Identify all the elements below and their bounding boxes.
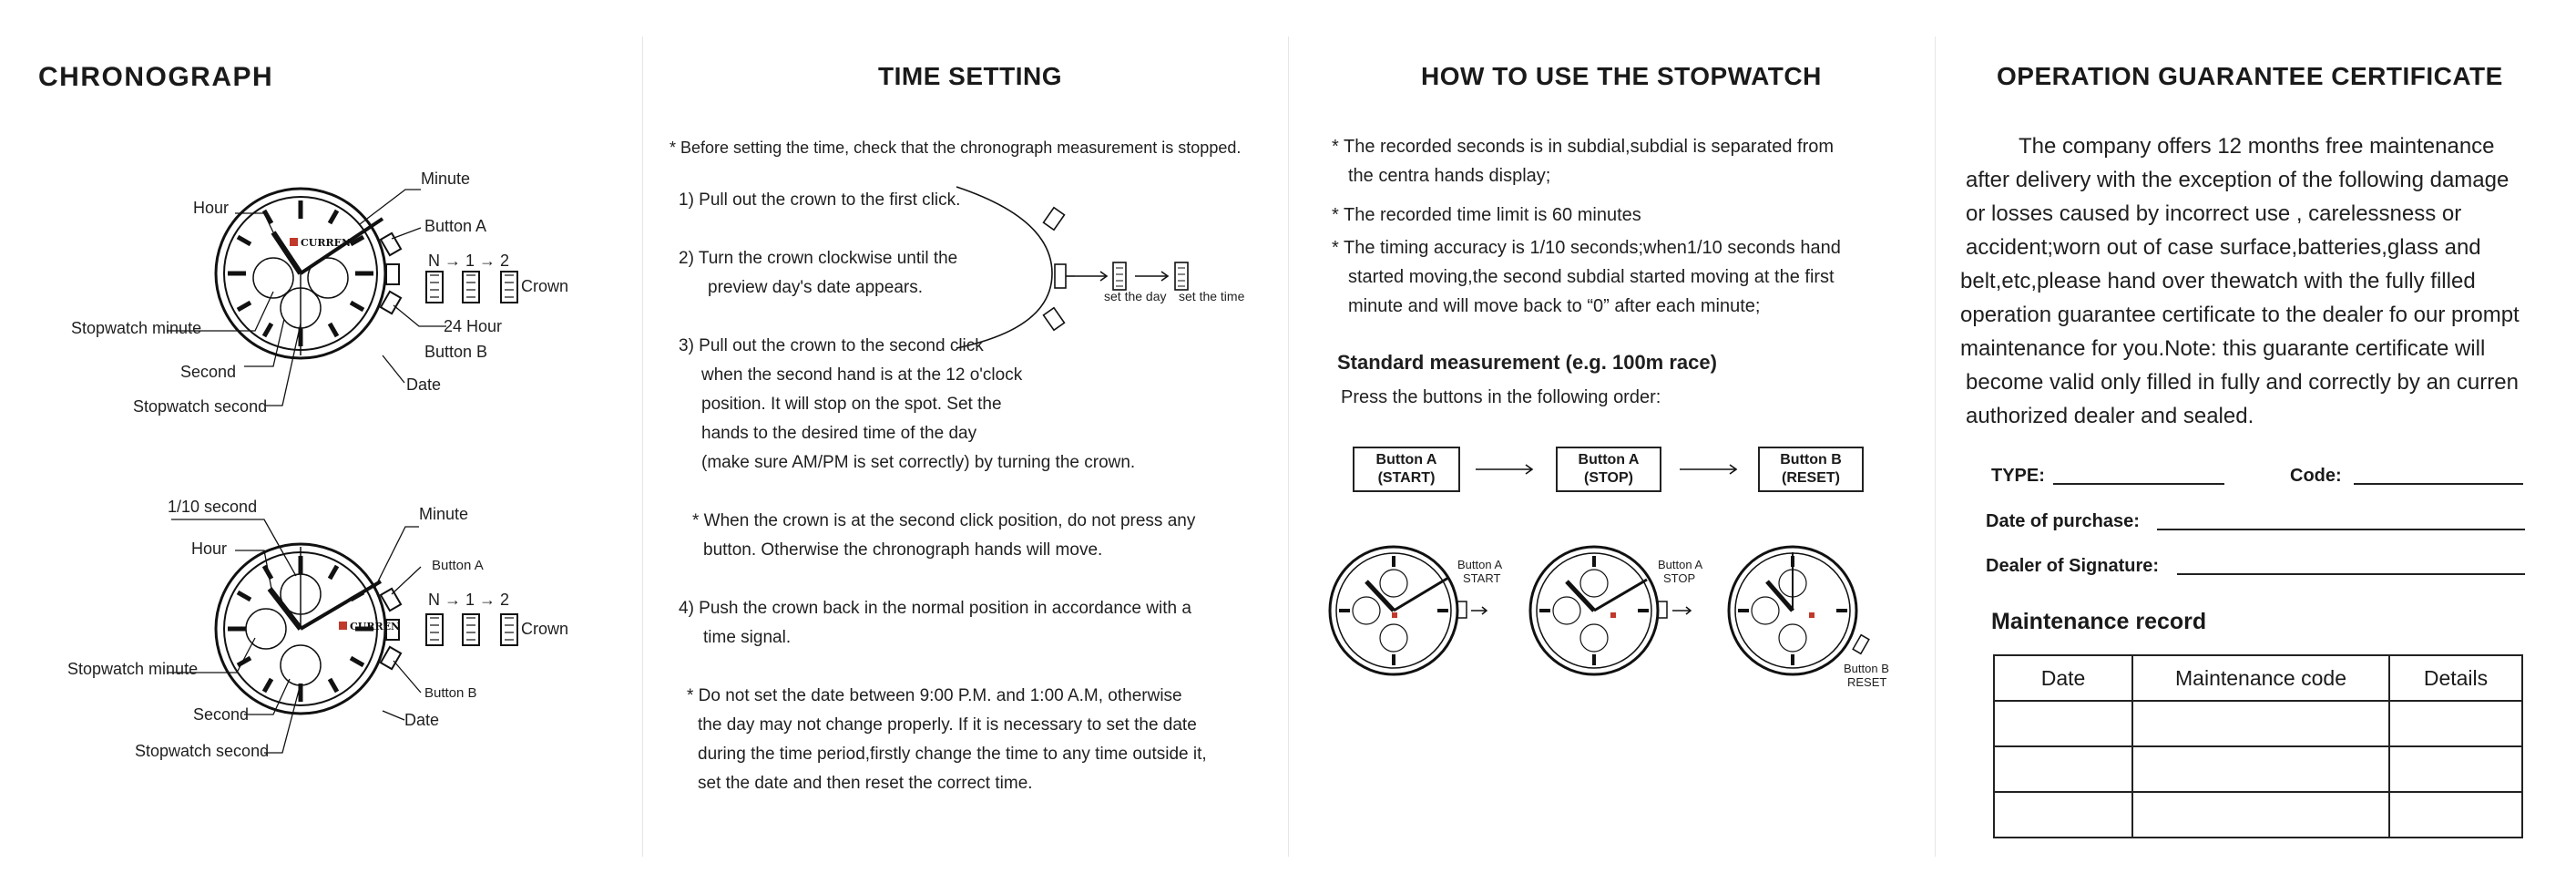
- time-setting-note-1: * Before setting the time, check that the chronograph measurement is stopped.: [670, 139, 1242, 157]
- set-the-day-label: set the day: [1104, 289, 1167, 303]
- label-button-b-2: Button B: [424, 685, 477, 701]
- guarantee-title: OPERATION GUARANTEE CERTIFICATE: [1997, 62, 2503, 90]
- chronograph-panel: [0, 0, 638, 884]
- stopwatch-title: HOW TO USE THE STOPWATCH: [1421, 62, 1822, 90]
- flow-2-line1: Button A: [1578, 452, 1640, 468]
- label-date-1: Date: [406, 375, 442, 394]
- guarantee-para-line-1: The company offers 12 months free maintenance: [2019, 134, 2495, 159]
- time-setting-step-3c: position. It will stop on the spot. Set the: [701, 395, 1002, 414]
- stopwatch-bullet-3a: * The timing accuracy is 1/10 seconds;when1/10 seconds hand: [1332, 238, 1841, 258]
- label-hour-2: Hour: [191, 540, 228, 558]
- press-order-text: Press the buttons in the following order:: [1341, 387, 1661, 407]
- table-row: [1994, 746, 2522, 792]
- time-setting-step-1: 1) Pull out the crown to the first click.: [679, 190, 961, 210]
- guarantee-para-line-8: become valid only filled in fully and correctly by an curren: [1966, 370, 2519, 395]
- label-crown-1: Crown: [521, 277, 569, 295]
- divider-2: [1288, 36, 1289, 857]
- dealer-signature-field-line[interactable]: [2177, 573, 2525, 575]
- time-setting-step-2b: preview day's date appears.: [708, 278, 923, 297]
- time-setting-note-3b: the day may not change properly. If it is necessary to set the date: [698, 715, 1197, 735]
- time-setting-step-3d: hands to the desired time of the day: [701, 424, 977, 443]
- table-cell[interactable]: [1994, 792, 2132, 838]
- divider-3: [1935, 36, 1936, 857]
- brand-logo-top: CURREN: [301, 237, 352, 249]
- brand-logo-bottom: CURREN: [350, 621, 401, 632]
- time-setting-note-2a: * When the crown is at the second click position, do not press any: [692, 511, 1196, 530]
- label-tenth-second-2: 1/10 second: [168, 498, 258, 516]
- watch-2-label-line2: STOP: [1663, 571, 1696, 585]
- flow-1-line1: Button A: [1375, 452, 1437, 468]
- crown-positions-diagram: [956, 182, 1211, 365]
- stopwatch-bullet-3c: minute and will move back to “0” after each minute;: [1348, 296, 1761, 316]
- label-date-2: Date: [404, 711, 440, 729]
- label-minute-2: Minute: [419, 505, 469, 523]
- watch-1-label-line2: START: [1463, 571, 1501, 585]
- watch-3-label-line2: RESET: [1847, 675, 1887, 689]
- time-setting-step-3b: when the second hand is at the 12 o'clock: [701, 365, 1023, 385]
- table-cell[interactable]: [2389, 746, 2522, 792]
- label-minute-1: Minute: [421, 170, 471, 188]
- label-stopwatch-minute-1: Stopwatch minute: [71, 319, 202, 337]
- label-button-b-1: Button B: [424, 343, 488, 361]
- label-stopwatch-second-2: Stopwatch second: [135, 742, 270, 760]
- guarantee-panel: [1940, 0, 2576, 884]
- time-setting-step-2a: 2) Turn the crown clockwise until the: [679, 249, 958, 268]
- maintenance-table-header: [1994, 655, 2522, 701]
- stopwatch-sequence-watches: [1293, 545, 1931, 691]
- maintenance-table: [1993, 654, 2523, 838]
- time-setting-note-3d: set the date and then reset the correct time.: [698, 774, 1033, 793]
- guarantee-para-line-3: or losses caused by incorrect use , carelessness or: [1966, 201, 2462, 226]
- guarantee-para-line-9: authorized dealer and sealed.: [1966, 404, 2254, 428]
- label-stopwatch-minute-2: Stopwatch minute: [67, 660, 199, 678]
- date-of-purchase-label: Date of purchase:: [1986, 511, 2140, 531]
- stopwatch-bullet-1b: the centra hands display;: [1348, 166, 1551, 186]
- table-cell[interactable]: [1994, 701, 2132, 746]
- table-cell[interactable]: [2132, 701, 2389, 746]
- label-second-2: Second: [193, 705, 250, 724]
- table-cell[interactable]: [2389, 701, 2522, 746]
- divider-1: [642, 36, 643, 857]
- time-setting-panel: [647, 0, 1284, 884]
- code-label: Code:: [2290, 466, 2342, 486]
- watch-reset: [1729, 547, 1869, 674]
- code-field-line[interactable]: [2354, 483, 2523, 485]
- label-button-a-2: Button A: [432, 558, 484, 573]
- time-setting-title: TIME SETTING: [878, 62, 1062, 90]
- table-cell[interactable]: [2132, 746, 2389, 792]
- flow-2-line2: (STOP): [1584, 470, 1633, 486]
- guarantee-para-line-5: belt,etc,please hand over thewatch with the fully filled: [1960, 269, 2476, 293]
- type-field-line[interactable]: [2053, 483, 2224, 485]
- chronograph-diagram-top: [0, 137, 638, 483]
- label-stopwatch-second-1: Stopwatch second: [133, 397, 268, 416]
- flow-3-line1: Button B: [1780, 452, 1842, 468]
- flow-arrows: [1293, 451, 1931, 488]
- date-of-purchase-field-line[interactable]: [2157, 529, 2525, 530]
- guarantee-para-line-7: maintenance for you.Note: this guarante certificate will: [1960, 336, 2486, 361]
- maintenance-record-title: Maintenance record: [1991, 609, 2207, 634]
- watch-3-label-line1: Button B: [1844, 662, 1889, 675]
- guarantee-para-line-6: operation guarantee certificate to the dealer fo our prompt: [1960, 303, 2520, 327]
- label-second-1: Second: [180, 363, 237, 381]
- time-setting-note-3a: * Do not set the date between 9:00 P.M. and 1:00 A.M, otherwise: [687, 686, 1182, 705]
- chronograph-title: CHRONOGRAPH: [38, 62, 274, 92]
- table-cell[interactable]: [2389, 792, 2522, 838]
- dealer-signature-label: Dealer of Signature:: [1986, 556, 2160, 576]
- standard-measurement-heading: Standard measurement (e.g. 100m race): [1337, 351, 1717, 374]
- table-cell[interactable]: [2132, 792, 2389, 838]
- stopwatch-bullet-2: * The recorded time limit is 60 minutes: [1332, 205, 1641, 225]
- time-setting-note-2b: button. Otherwise the chronograph hands will move.: [703, 540, 1103, 560]
- label-crown-seq-2: N → 1 → 2: [428, 591, 510, 609]
- stopwatch-panel: [1293, 0, 1931, 884]
- label-24hour-1: 24 Hour: [444, 317, 503, 335]
- table-row: [1994, 701, 2522, 746]
- time-setting-step-3a: 3) Pull out the crown to the second click: [679, 336, 984, 355]
- set-the-time-label: set the time: [1179, 289, 1245, 303]
- watch-1-label-line1: Button A: [1457, 558, 1503, 571]
- type-label: TYPE:: [1991, 466, 2045, 486]
- time-setting-step-4b: time signal.: [703, 628, 792, 647]
- table-row: [1994, 792, 2522, 838]
- label-crown-seq-1: N → 1 → 2: [428, 252, 510, 270]
- label-crown-2: Crown: [521, 620, 569, 638]
- label-button-a-1: Button A: [424, 217, 487, 235]
- header-details: Details: [2389, 655, 2522, 701]
- header-date: Date: [1994, 655, 2132, 701]
- stopwatch-bullet-3b: started moving,the second subdial started moving at the first: [1348, 267, 1835, 287]
- flow-1-line2: (START): [1377, 470, 1436, 486]
- time-setting-step-4a: 4) Push the crown back in the normal position in accordance with a: [679, 599, 1191, 618]
- guarantee-para-line-2: after delivery with the exception of the following damage: [1966, 168, 2510, 192]
- label-hour-1: Hour: [193, 199, 230, 217]
- guarantee-para-line-4: accident;worn out of case surface,batteries,glass and: [1966, 235, 2481, 260]
- header-maintenance-code: Maintenance code: [2132, 655, 2389, 701]
- time-setting-note-3c: during the time period,firstly change the time to any time outside it,: [698, 745, 1207, 764]
- table-cell[interactable]: [1994, 746, 2132, 792]
- time-setting-step-3e: (make sure AM/PM is set correctly) by turning the crown.: [701, 453, 1136, 472]
- stopwatch-bullet-1a: * The recorded seconds is in subdial,subdial is separated from: [1332, 137, 1835, 157]
- flow-3-line2: (RESET): [1782, 470, 1840, 486]
- watch-2-label-line1: Button A: [1658, 558, 1703, 571]
